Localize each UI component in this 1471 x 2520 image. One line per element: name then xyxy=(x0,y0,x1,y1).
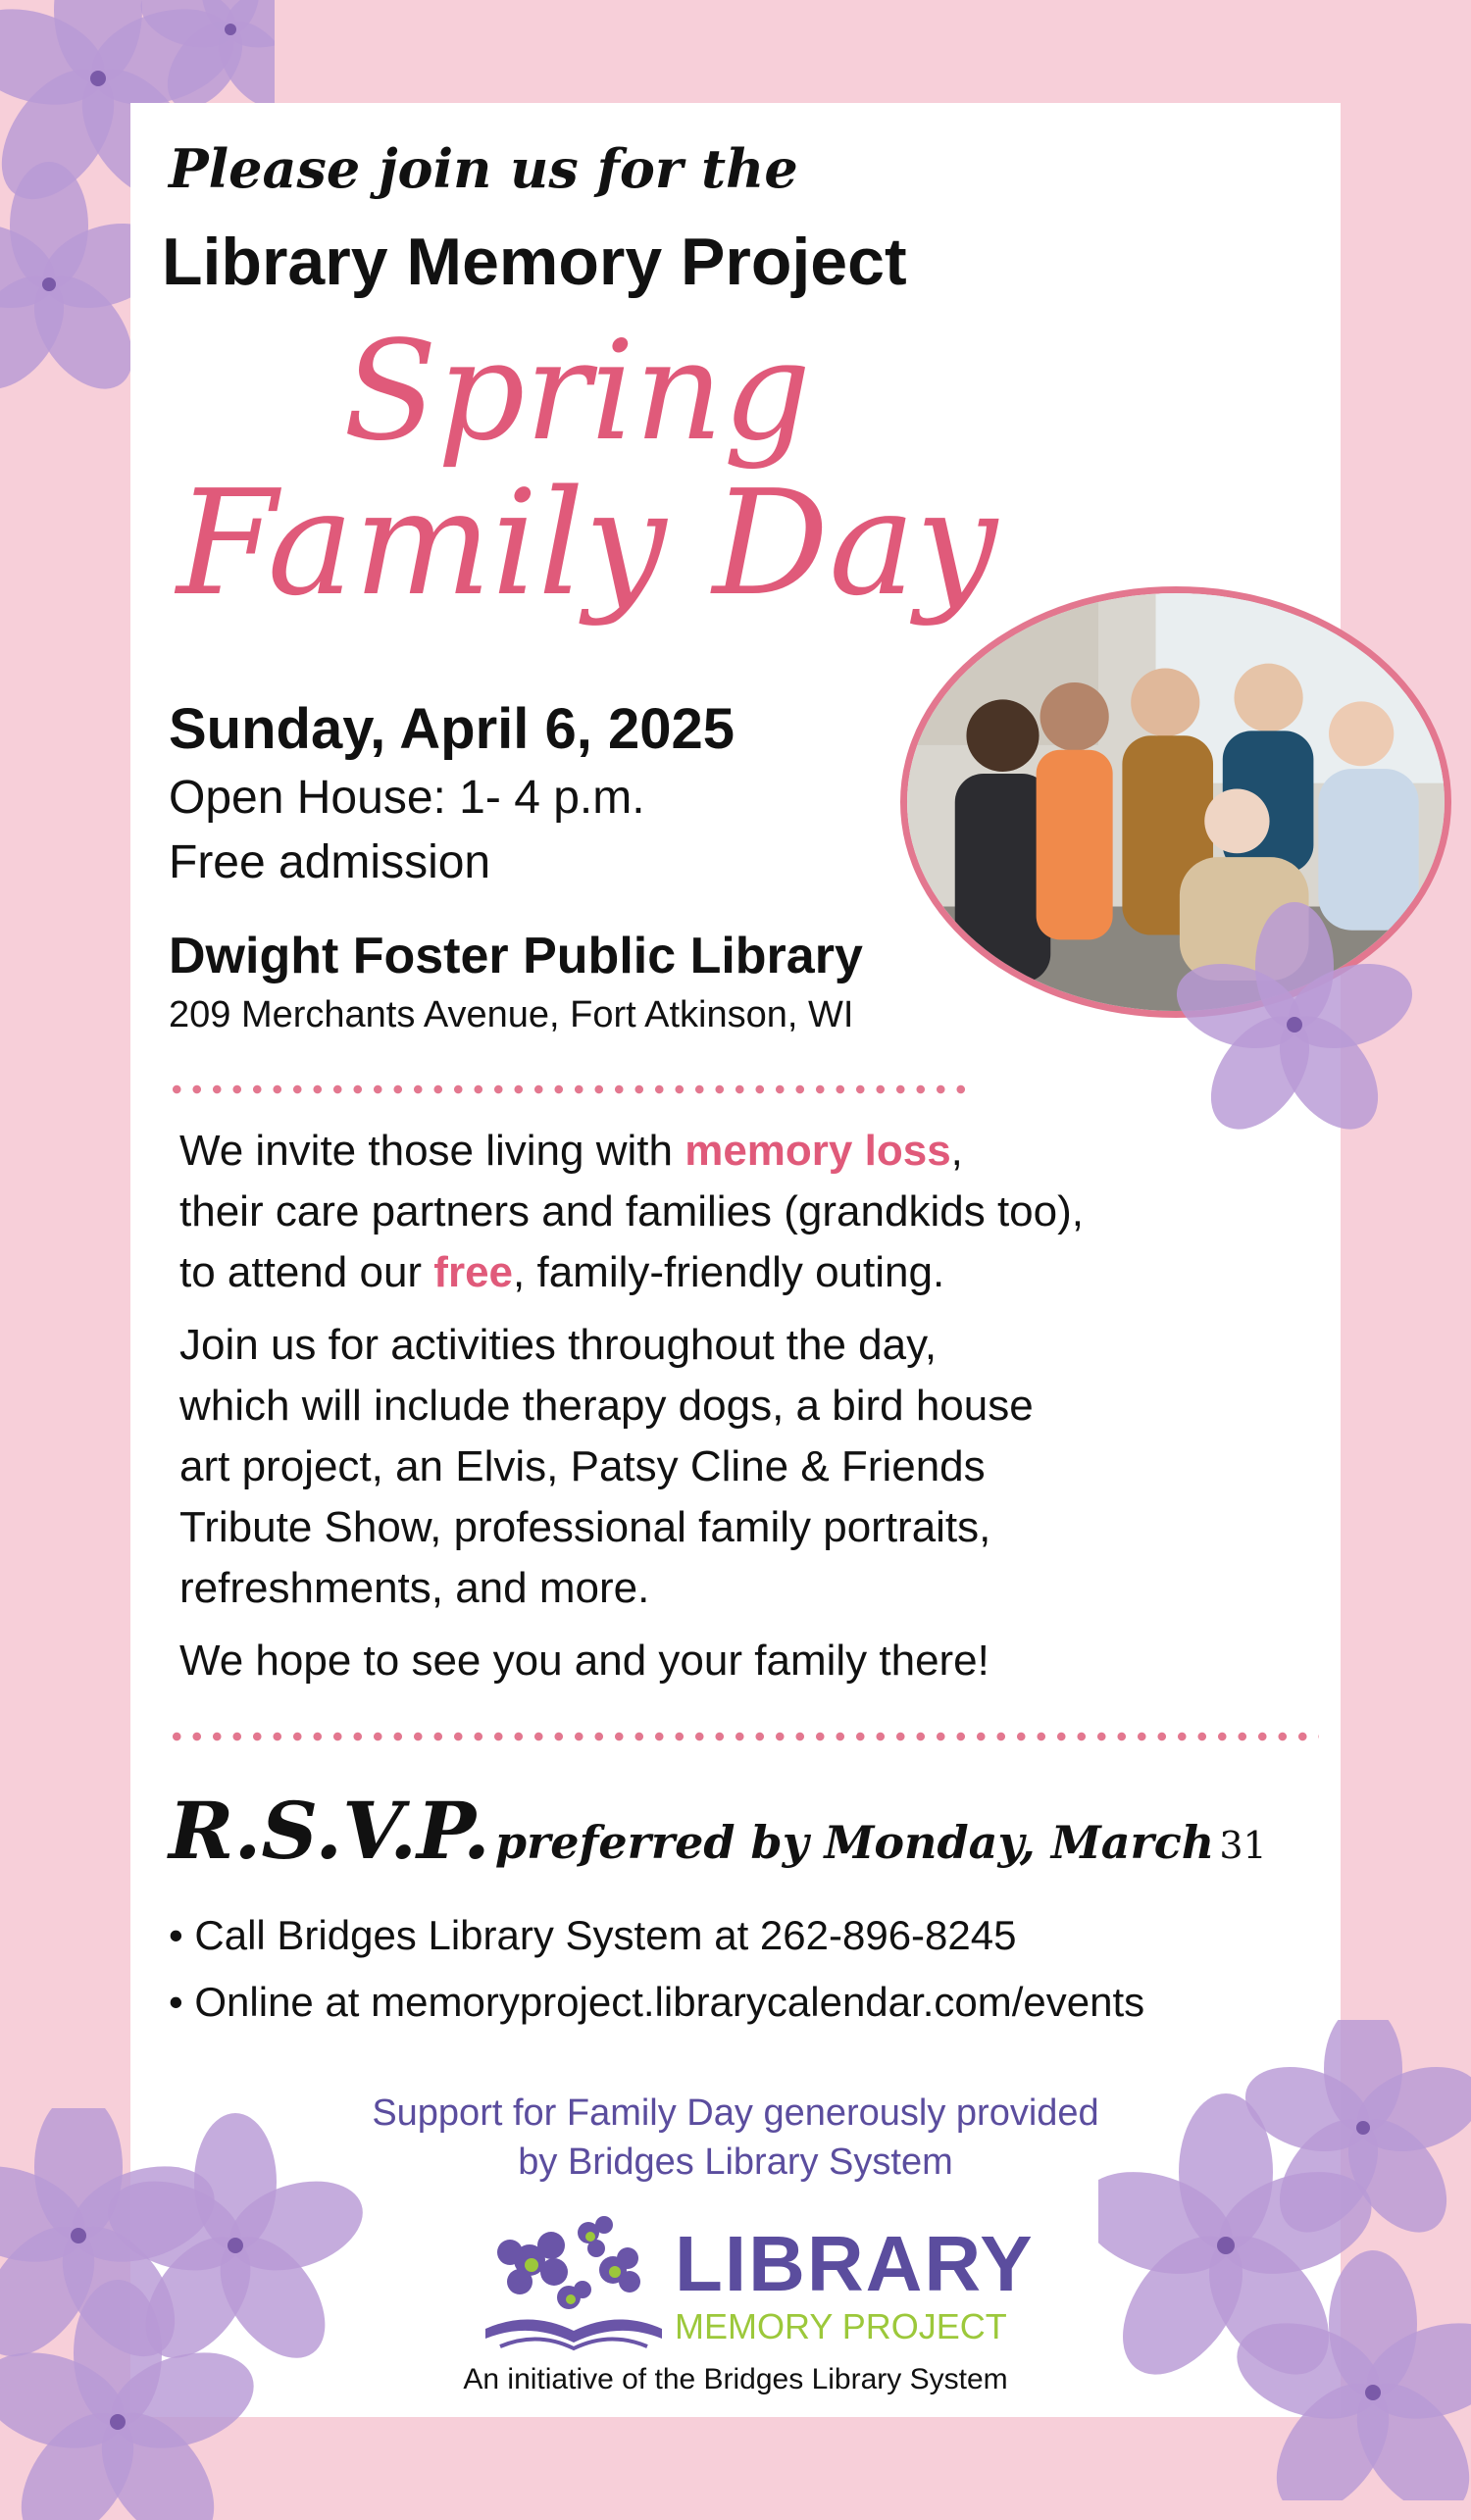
book-flowers-icon xyxy=(481,2211,667,2358)
event-title-line2: Family Day xyxy=(177,459,998,628)
description-text: We invite those living with xyxy=(179,1127,685,1175)
invite-intro: Please join us for the xyxy=(169,137,798,200)
description-line: art project, an Elvis, Patsy Cline & Friends xyxy=(179,1442,986,1490)
event-date: Sunday, April 6, 2025 xyxy=(169,697,735,761)
support-text xyxy=(294,2089,1177,2187)
description-line: refreshments, and more. xyxy=(179,1564,650,1612)
rsvp-bullet-phone: • Call Bridges Library System at 262-896-8245 xyxy=(169,1912,1017,1958)
logo-tagline: An initiative of the Bridges Library System xyxy=(463,2363,1008,2395)
description-text: their care partners and families (grandkids too), xyxy=(179,1187,1084,1235)
event-hours: Open House: 1- 4 p.m. xyxy=(169,772,645,824)
dotted-divider-bottom xyxy=(167,1730,1319,1743)
description-line: Tribute Show, professional family portraits, xyxy=(179,1503,991,1551)
rsvp-preferred: preferred by Monday, March xyxy=(494,1816,1215,1869)
rsvp-label: R.S.V.P. xyxy=(169,1785,490,1877)
description-block xyxy=(179,1121,1307,1691)
description-line: which will include therapy dogs, a bird house xyxy=(179,1382,1034,1430)
event-title-line1: Spring xyxy=(343,312,812,472)
description-paragraph-1 xyxy=(179,1121,1307,1303)
highlight-memory-loss: memory loss xyxy=(685,1127,951,1175)
description-text: , family-friendly outing. xyxy=(513,1248,945,1296)
venue-address: 209 Merchants Avenue, Fort Atkinson, WI xyxy=(169,994,854,1035)
description-text: to attend our xyxy=(179,1248,434,1296)
rsvp-day: 31 xyxy=(1219,1824,1267,1867)
flower-decoration-photo xyxy=(1167,897,1422,1152)
description-paragraph-3: We hope to see you and your family there! xyxy=(179,1637,989,1685)
library-memory-project-logo xyxy=(481,2211,1035,2358)
description-text: , xyxy=(950,1127,963,1175)
logo-word-memory-project: MEMORY PROJECT xyxy=(675,2306,1007,2346)
logo-word-library: LIBRARY xyxy=(675,2220,1035,2307)
description-line: Join us for activities throughout the day, xyxy=(179,1321,938,1369)
support-line-1: Support for Family Day generously provided xyxy=(372,2092,1099,2134)
project-name: Library Memory Project xyxy=(162,225,907,299)
rsvp-heading xyxy=(169,1785,1267,1877)
highlight-free: free xyxy=(433,1248,514,1296)
rsvp-bullet-online: • Online at memoryproject.librarycalendar.com/events xyxy=(169,1979,1145,2025)
dotted-divider-top xyxy=(167,1083,971,1096)
event-admission: Free admission xyxy=(169,836,491,888)
description-paragraph-2 xyxy=(179,1315,1307,1619)
venue-name: Dwight Foster Public Library xyxy=(169,928,863,984)
support-line-2: by Bridges Library System xyxy=(518,2142,953,2183)
